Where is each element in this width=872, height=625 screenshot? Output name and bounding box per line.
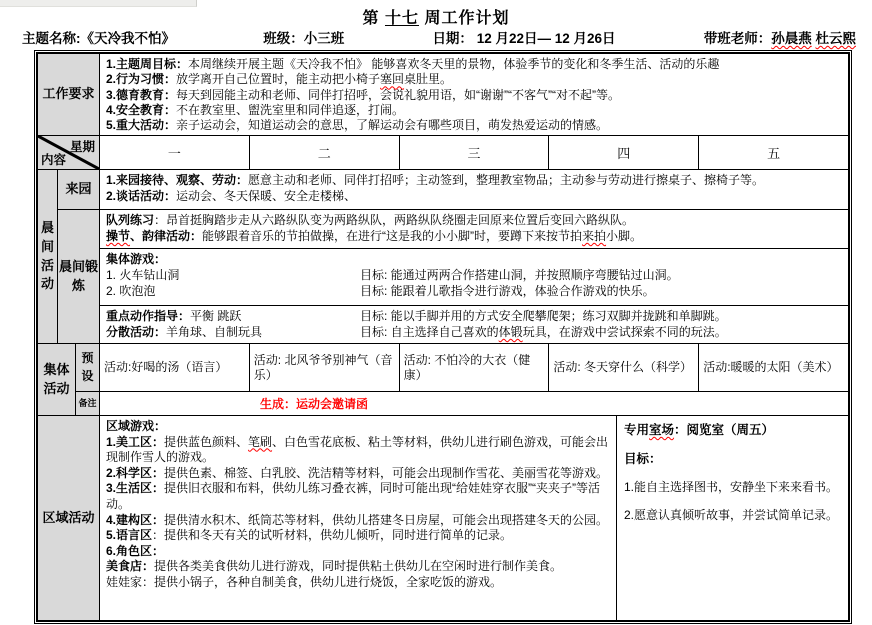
priority-left: 分散活动：羊角球、自制玩具 — [106, 325, 263, 339]
weekly-plan-table — [36, 52, 850, 622]
preset-activity-wed — [400, 344, 550, 391]
content-week-diagonal-cell — [38, 136, 100, 169]
work-req-line: 5.重大活动：亲子运动会，知道运动会的意思，了解运动会有哪些项目，萌发热爱运动的情感。 — [106, 118, 609, 133]
day-header-wed: 三 — [400, 136, 550, 169]
day-header-thu: 四 — [549, 136, 699, 169]
preset-activity-text: 活动:好喝的汤（语言） — [104, 360, 228, 374]
special-room-goal: 2.愿意认真倾听故事，并尝试简单记录。 — [624, 508, 839, 522]
collective-activity-label: 集体活动 — [38, 344, 76, 415]
drill-line: 队列练习：昂首挺胸踏步走从六路纵队变为两路纵队，两路纵队绕圈走回原来位置后变回六路纵队。 — [106, 213, 635, 227]
game-goal: 目标: 能通过两两合作搭建山洞，并按照顺序弯腰钻过山洞。 — [360, 268, 679, 282]
arrival-content — [100, 170, 848, 210]
preset-activity-text: 活动: 北风爷爷别神气（音乐） — [253, 352, 393, 382]
group-game-item — [106, 267, 842, 283]
group-games-header: 集体游戏： — [106, 252, 167, 266]
date-range: 日期： 12 月22日— 12 月26日 — [432, 31, 616, 46]
priority-guidance-content — [100, 306, 848, 343]
morning-activity-label: 晨间活动 — [38, 170, 58, 343]
preset-activity-text: 活动: 不怕冷的大衣（健康） — [403, 352, 531, 382]
region-activity-section — [38, 416, 848, 620]
region-line: 娃娃家：提供小锅子，各种自制美食，供幼儿进行烧饭，全家吃饭的游戏。 — [106, 574, 503, 589]
group-games-content — [100, 249, 848, 306]
work-req-line: 1.主题周目标：本周继续开展主题《天冷我不怕》 能够喜欢冬天里的景物，体验季节的变化和冬季生活、活动的乐趣 — [106, 57, 720, 71]
preset-activity-text: 活动:暖暖的太阳（美术） — [703, 360, 839, 374]
morning-activity-section — [38, 170, 848, 344]
weekday-header-row — [38, 136, 848, 170]
region-line: 5.语言区：提供和冬天有关的试听材料，供幼儿倾听，同时进行简单的记录。 — [106, 528, 513, 543]
morning-exercise-label: 晨间锻炼 — [58, 210, 100, 343]
work-requirements-row — [38, 54, 848, 136]
arrival-label: 来园 — [58, 170, 100, 210]
teachers: 带班老师：孙晨燕 杜云熙 — [703, 31, 856, 46]
work-req-line: 4.安全教育：不在教室里、盥洗室里和同伴追逐，打闹。 — [106, 102, 405, 117]
preset-activity-fri — [699, 344, 848, 391]
work-requirements-label: 工作要求 — [38, 54, 100, 135]
generated-note: 生成：运动会邀请函 — [260, 397, 369, 411]
special-room-goal-header: 目标： — [624, 452, 662, 466]
priority-line — [106, 308, 842, 324]
region-line: 6.角色区： — [106, 543, 165, 558]
group-game-item — [106, 283, 842, 299]
region-games-content — [100, 416, 616, 620]
game-goal: 目标: 能跟着儿歌指令进行游戏，体验合作游戏的快乐。 — [360, 284, 655, 298]
day-header-mon: 一 — [100, 136, 250, 169]
arrival-line: 2.谈话活动：运动会、冬天保暖、安全走楼梯、 — [106, 189, 357, 203]
work-requirements-content — [100, 54, 848, 135]
document-meta-row — [22, 27, 856, 47]
theme-name: 主题名称:《天冷我不怕》 — [22, 31, 175, 46]
priority-goal: 目标: 自主选择自己喜欢的体锻玩具，在游戏中尝试探索不同的玩法。 — [360, 325, 727, 339]
preset-activity-text: 活动: 冬天穿什么（科学） — [553, 360, 693, 374]
class-name: 班级：小三班 — [263, 31, 345, 46]
region-activity-label: 区域活动 — [38, 416, 100, 620]
page-title: 第 十七 周工作计划 — [362, 10, 510, 27]
priority-goal: 目标: 能以手脚并用的方式安全爬攀爬架；练习双脚并拢跳和单脚跳。 — [360, 309, 727, 323]
work-req-line: 3.德育教育：每天到园能主动和老师、同伴打招呼，会说礼貌用语，如“谢谢”“不客气”“对不起”等。 — [106, 87, 620, 102]
preset-activity-cells — [100, 344, 848, 392]
region-line: 3.生活区：提供旧衣服和布料，供幼儿练习叠衣裤，同时可能出现“给娃娃穿衣服”“夹夹子”等活动。 — [106, 481, 601, 511]
note-label: 备注 — [76, 392, 100, 415]
region-line: 1.美工区：提供蓝色颜料、笔刷、白色雪花底板、粘土等材料，供幼儿进行刷色游戏，可能会出现制作雪人的游戏。 — [106, 434, 609, 465]
preset-activity-thu — [549, 344, 699, 391]
day-header-fri: 五 — [767, 146, 781, 161]
region-line: 美食店：提供各类美食供幼儿进行游戏，同时提供粘土供幼儿在空闲时进行制作美食。 — [106, 559, 563, 574]
special-room-goal: 1.能自主选择图书，安静坐下来来看书。 — [624, 480, 839, 494]
arrival-line: 1.来园接待、观察、劳动：愿意主动和老师、同伴打招呼；主动签到，整理教室物品；主动参与劳动进行擦桌子、擦椅子等。 — [106, 173, 765, 187]
region-line: 4.建构区：提供清水积木、纸筒芯等材料，供幼儿搭建冬日房屋，可能会出现搭建冬天的公园。 — [106, 512, 609, 527]
region-line: 2.科学区：提供色素、棉签、白乳胶、洗洁精等材料，可能会出现制作雪花、美丽雪花等游戏。 — [106, 465, 609, 480]
region-games-header: 区域游戏： — [106, 419, 167, 433]
day-header-tue: 二 — [250, 136, 400, 169]
week-label: 星期 — [69, 140, 95, 154]
priority-left: 重点动作指导：平衡 跳跃 — [106, 309, 242, 323]
special-room-content — [616, 416, 848, 620]
drill-line: 操节、韵律活动：能够跟着音乐的节拍做操，在进行“这是我的小小脚”时，要蹲下来按节拍来拍小脚。 — [106, 229, 643, 243]
preset-activity-tue — [250, 344, 400, 391]
content-label: 内容 — [41, 153, 67, 167]
game-name: 1. 火车钻山洞 — [106, 268, 180, 282]
collective-activity-section — [38, 344, 848, 416]
special-room-title: 专用室场：阅览室（周五） — [624, 423, 775, 437]
preset-activity-mon — [100, 344, 250, 391]
game-name: 2. 吹泡泡 — [106, 284, 156, 298]
priority-line — [106, 324, 842, 340]
drill-content — [100, 210, 848, 249]
work-req-line: 2.行为习惯：放学离开自己位置时，能主动把小椅子塞回桌肚里。 — [106, 72, 453, 87]
preset-label: 预设 — [76, 344, 100, 392]
